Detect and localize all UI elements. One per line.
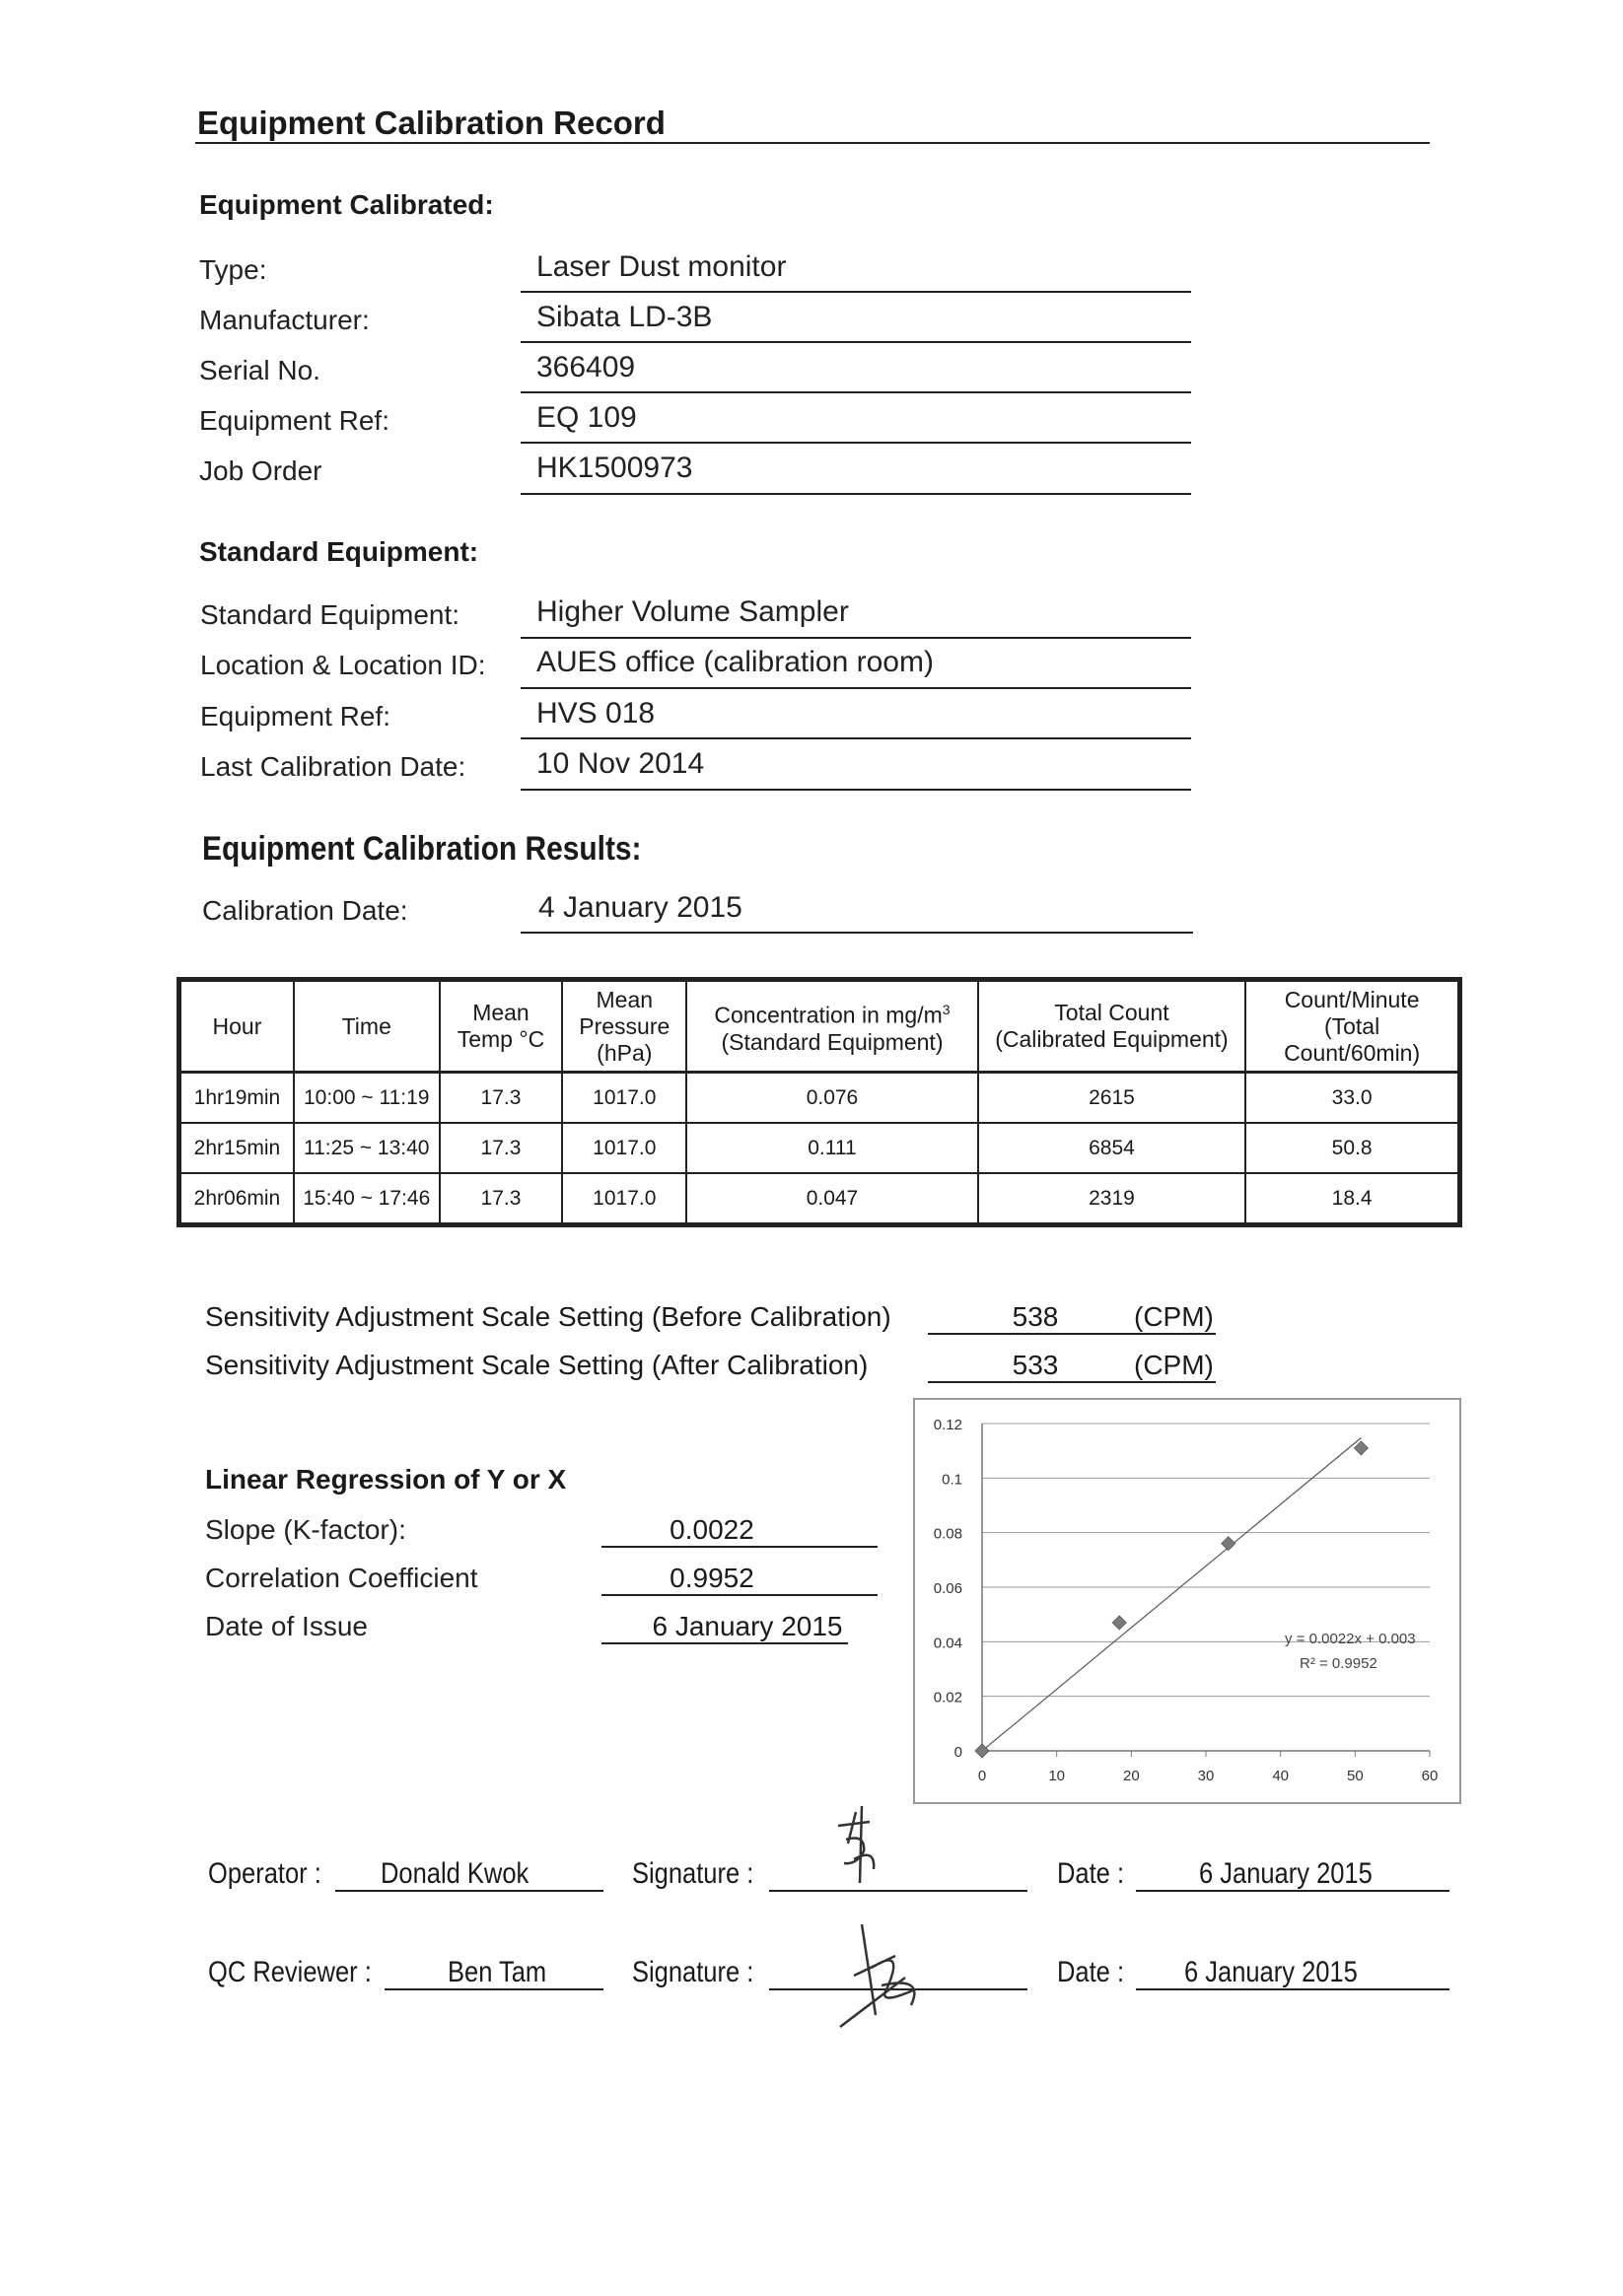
standard-equipment-heading: Standard Equipment: — [199, 536, 479, 567]
location-label: Location & Location ID: — [200, 650, 486, 680]
header-mean-pressure: Mean Pressure (hPa) — [562, 981, 686, 1073]
slope-underline — [601, 1546, 878, 1548]
location-value: AUES office (calibration room) — [536, 646, 934, 678]
operator-label: Operator : — [208, 1857, 321, 1890]
manufacturer-value: Sibata LD-3B — [536, 301, 713, 333]
slope-label: Slope (K-factor): — [205, 1514, 406, 1545]
operator-date-underline — [1136, 1890, 1449, 1892]
last-calibration-label: Last Calibration Date: — [200, 751, 466, 782]
header-time: Time — [294, 981, 440, 1073]
cell-time: 11:25 ~ 13:40 — [294, 1123, 440, 1173]
header-mean-temp: Mean Temp °C — [440, 981, 563, 1073]
y-tick-label: 0.08 — [933, 1525, 962, 1543]
calibration-date-value: 4 January 2015 — [538, 891, 742, 924]
r-squared-label: R² = 0.9952 — [1300, 1655, 1377, 1672]
cell-count-minute: 18.4 — [1245, 1173, 1458, 1223]
cell-pressure: 1017.0 — [562, 1073, 686, 1124]
x-tick-label: 50 — [1346, 1768, 1364, 1784]
table-row — [180, 1123, 1458, 1173]
correlation-label: Correlation Coefficient — [205, 1563, 478, 1593]
standard-equipment-value: Higher Volume Sampler — [536, 595, 849, 628]
job-order-underline — [521, 493, 1191, 495]
reviewer-name: Ben Tam — [448, 1956, 547, 1988]
type-underline — [521, 291, 1191, 293]
calibration-date-underline — [521, 932, 1193, 934]
y-tick-label: 0.04 — [933, 1635, 962, 1652]
cell-concentration: 0.076 — [686, 1073, 977, 1124]
equipment-ref-label: Equipment Ref: — [199, 405, 389, 436]
data-point — [1112, 1616, 1126, 1630]
equipment-ref-underline — [521, 442, 1191, 444]
y-tick-label: 0.02 — [933, 1689, 962, 1706]
equipment-calibrated-heading: Equipment Calibrated: — [199, 189, 494, 220]
job-order-value: HK1500973 — [536, 452, 693, 484]
cell-time: 15:40 ~ 17:46 — [294, 1173, 440, 1223]
sensitivity-after-unit: (CPM) — [1134, 1350, 1214, 1380]
y-tick-label: 0.12 — [933, 1417, 962, 1433]
operator-name: Donald Kwok — [381, 1857, 529, 1890]
manufacturer-underline — [521, 341, 1191, 343]
y-tick-label: 0 — [953, 1744, 962, 1761]
manufacturer-label: Manufacturer: — [199, 305, 370, 335]
correlation-value: 0.9952 — [670, 1563, 754, 1593]
date-of-issue-label: Date of Issue — [205, 1611, 368, 1641]
serial-no-value: 366409 — [536, 351, 636, 383]
table-row — [180, 1173, 1458, 1223]
sensitivity-before-value: 538 — [1012, 1301, 1059, 1332]
operator-signature-label: Signature : — [632, 1857, 754, 1890]
cell-count-minute: 33.0 — [1245, 1073, 1458, 1124]
cell-total-count: 2319 — [978, 1173, 1245, 1223]
x-tick-label: 60 — [1421, 1768, 1439, 1784]
last-calibration-value: 10 Nov 2014 — [536, 747, 705, 780]
page-title: Equipment Calibration Record — [197, 104, 666, 141]
x-tick-label: 40 — [1272, 1768, 1290, 1784]
cell-pressure: 1017.0 — [562, 1173, 686, 1223]
sensitivity-before-underline — [928, 1333, 1216, 1335]
reviewer-signature-label: Signature : — [632, 1956, 754, 1988]
x-tick-label: 0 — [977, 1768, 987, 1784]
data-point — [1222, 1537, 1235, 1551]
calibration-table — [179, 980, 1459, 1224]
date-of-issue-underline — [601, 1642, 848, 1644]
standard-equipment-label: Standard Equipment: — [200, 599, 460, 630]
operator-signature — [826, 1804, 915, 1903]
operator-underline — [335, 1890, 603, 1892]
calibration-date-label: Calibration Date: — [202, 895, 408, 926]
job-order-label: Job Order — [199, 455, 322, 486]
reviewer-date-underline — [1136, 1988, 1449, 1990]
sensitivity-after-underline — [928, 1381, 1216, 1383]
cell-temp: 17.3 — [440, 1123, 563, 1173]
operator-date-label: Date : — [1057, 1857, 1125, 1890]
table-row — [180, 1073, 1458, 1124]
regression-heading: Linear Regression of Y or X — [205, 1464, 567, 1495]
trendline — [982, 1437, 1361, 1751]
slope-value: 0.0022 — [670, 1514, 754, 1545]
sensitivity-before-unit: (CPM) — [1134, 1301, 1214, 1332]
reviewer-date-value: 6 January 2015 — [1184, 1956, 1358, 1988]
data-point — [1354, 1441, 1368, 1455]
x-tick-label: 10 — [1048, 1768, 1066, 1784]
standard-equipment-underline — [521, 637, 1191, 639]
cell-total-count: 2615 — [978, 1073, 1245, 1124]
standard-equipment-ref-value: HVS 018 — [536, 697, 656, 730]
location-underline — [521, 687, 1191, 689]
table-header-row — [180, 981, 1458, 1073]
cell-total-count: 6854 — [978, 1123, 1245, 1173]
sensitivity-after-value: 533 — [1012, 1350, 1059, 1380]
standard-equipment-ref-underline — [521, 737, 1191, 739]
cell-concentration: 0.047 — [686, 1173, 977, 1223]
date-of-issue-value: 6 January 2015 — [652, 1611, 843, 1641]
sensitivity-before-label: Sensitivity Adjustment Scale Setting (Before Calibration) — [205, 1301, 891, 1332]
y-tick-label: 0.06 — [933, 1580, 962, 1597]
last-calibration-underline — [521, 789, 1191, 791]
standard-equipment-ref-label: Equipment Ref: — [200, 701, 390, 731]
cell-concentration: 0.111 — [686, 1123, 977, 1173]
results-heading: Equipment Calibration Results: — [202, 830, 642, 868]
data-point — [975, 1744, 989, 1758]
operator-date-value: 6 January 2015 — [1199, 1857, 1373, 1890]
cell-temp: 17.3 — [440, 1073, 563, 1124]
cell-temp: 17.3 — [440, 1173, 563, 1223]
type-label: Type: — [199, 254, 267, 285]
serial-no-underline — [521, 391, 1191, 393]
reviewer-underline — [385, 1988, 603, 1990]
cell-hour: 2hr06min — [180, 1173, 294, 1223]
correlation-underline — [601, 1594, 878, 1596]
header-hour: Hour — [180, 981, 294, 1073]
cell-hour: 1hr19min — [180, 1073, 294, 1124]
header-count-minute: Count/Minute (Total Count/60min) — [1245, 981, 1458, 1073]
reviewer-date-label: Date : — [1057, 1956, 1125, 1988]
cell-hour: 2hr15min — [180, 1123, 294, 1173]
serial-no-label: Serial No. — [199, 355, 320, 385]
cell-pressure: 1017.0 — [562, 1123, 686, 1173]
sensitivity-after-label: Sensitivity Adjustment Scale Setting (After Calibration) — [205, 1350, 869, 1380]
reviewer-label: QC Reviewer : — [208, 1956, 372, 1988]
header-concentration: Concentration in $mg/m^3$ (Standard Equipment) — [686, 981, 977, 1073]
y-tick-label: 0.1 — [942, 1471, 962, 1489]
x-tick-label: 20 — [1122, 1768, 1140, 1784]
header-total-count: Total Count (Calibrated Equipment) — [978, 981, 1245, 1073]
cell-count-minute: 50.8 — [1245, 1123, 1458, 1173]
type-value: Laser Dust monitor — [536, 250, 787, 283]
regression-chart — [913, 1398, 1461, 1804]
reviewer-signature — [836, 1916, 945, 2035]
regression-chart-svg — [915, 1400, 1459, 1802]
title-divider — [195, 142, 1430, 144]
trendline-equation: y = 0.0022x + 0.003 — [1285, 1631, 1416, 1647]
x-tick-label: 30 — [1197, 1768, 1215, 1784]
equipment-ref-value: EQ 109 — [536, 401, 637, 434]
cell-time: 10:00 ~ 11:19 — [294, 1073, 440, 1124]
